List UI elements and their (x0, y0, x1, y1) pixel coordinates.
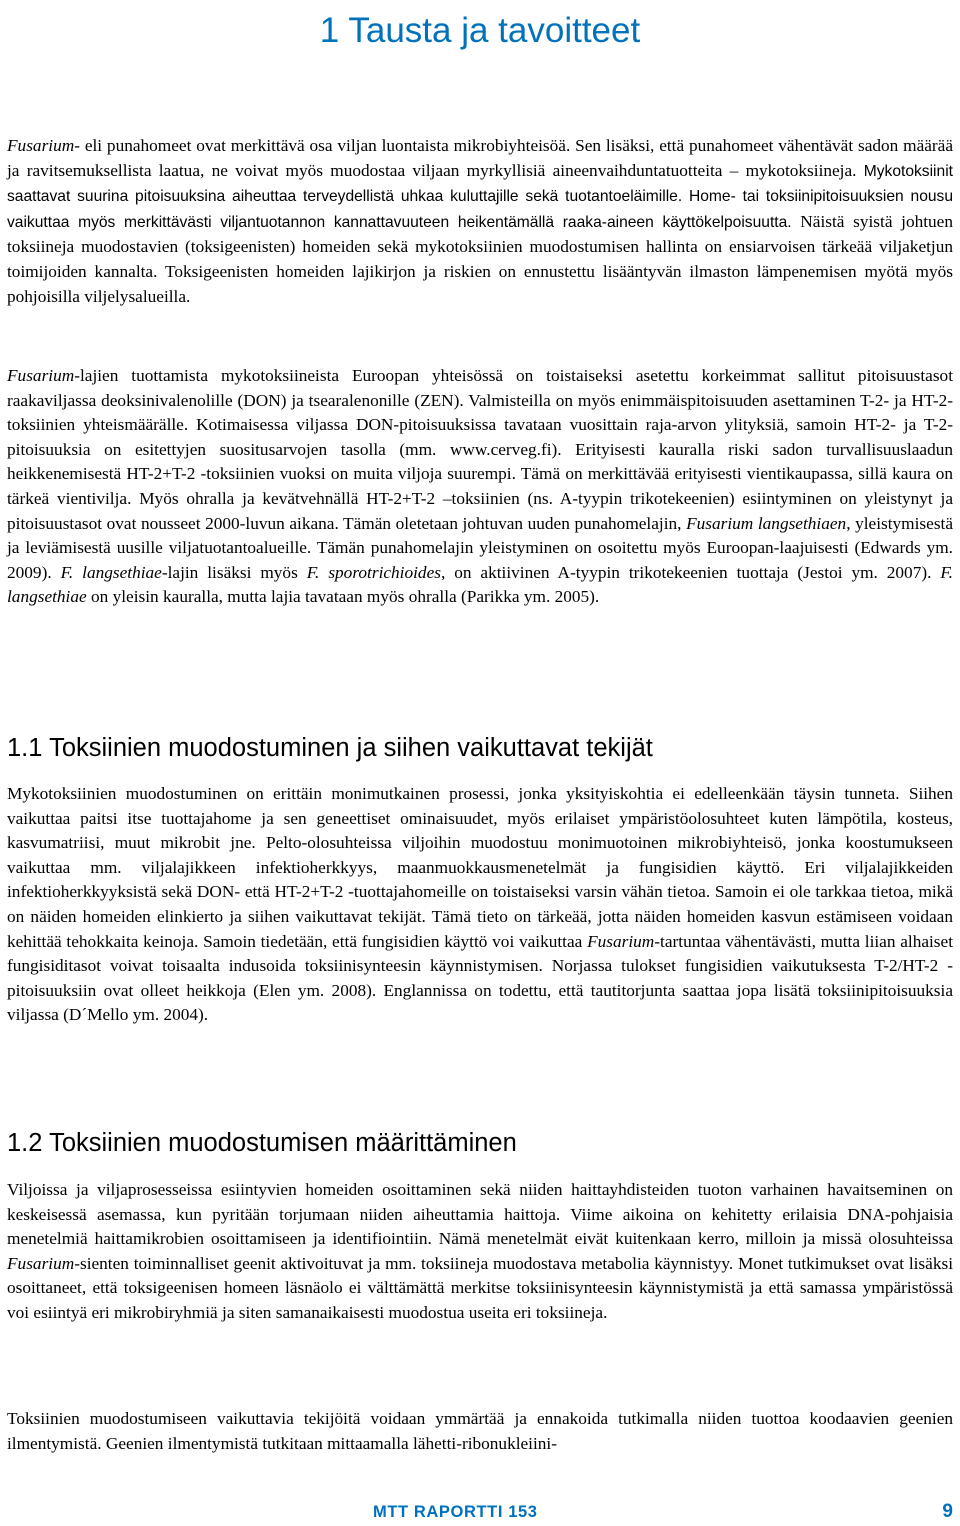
text-run (682, 186, 689, 205)
text-run: Mykotoksiinit saattavat suurina pitoisuuksina aiheuttaa terveydellistä uhkaa kuluttajille sekä tuotantoeläimille. (7, 162, 953, 206)
italic-term: Fusarium langsethiaen (686, 513, 847, 533)
text-run: , yleistymisestä ja leviämisestä uusille viljatuotantoalueille. Tämän punahomelajin yleistyminen on osoitettu myös Euroopan-laajuisesti (Edwards ym. 2009). (7, 513, 954, 582)
chapter-title: 1 Tausta ja tavoitteet (319, 11, 641, 50)
italic-term: Fusarium (7, 366, 75, 385)
text-run: - eli punahomeet ovat merkittävä osa viljan luontaista mikrobiyhteisöä. Sen lisäksi, että punahomeet vähentävät sadon määrää ja ravitsemuksellista laatua, ne voivat myös muodostaa viljaan myrkyllisiä aineenvaihduntatuotteita – mykotoksiineja. (7, 136, 953, 180)
italic-term: F. langsethiae (7, 562, 954, 607)
italic-term: Fusarium (587, 931, 655, 951)
text-run: -tartuntaa vähentävästi, mutta liian alhaiset fungisiditasot voivat toisaalta indusoida toksiinisynteesin käynnistymisen. Norjassa tulokset fungisidien vaikutuksesta T-2/HT-2 -pitoisuuksiin ovat olleet heikkoja (Elen ym. 2008). Englannissa on todettu, että tautitorjunta saattaa jopa lisätä toksiinipitoisuuksia viljassa (D´Mello ym. 2004). (7, 931, 954, 1025)
italic-term: F. langsethiae (60, 562, 162, 582)
text-run: -lajien tuottamista mykotoksiineista Euroopan yhteisössä on toistaiseksi asetettu korkeimmat sallitut pitoisuustasot raakaviljassa deoksinivalenolille (DON) ja tsearalenonille (ZEN). Valmisteilla on myös enimmäispitoisuuden asettaminen T-2- ja HT-2- toksiinien yhteismäärälle. Kotimaisessa viljassa DON-pitoisuuksissa tavataan vuosittain raja-arvon ylityksiä, samoin HT-2- ja T-2- pitoisuuksia on esitettyjen suositusarvojen tasolla (mm. www.cerveg.fi). Erityisesti kauralla riski sadon turvallisuuslaadun heikkenemisestä HT-2+T-2 -toksiinien vuoksi on muita viljoja suurempi. Tämä on merkittävää erityisesti vientikaupassa, sillä kaura on tärkeä vientivilja. Myös ohralla ja kevätvehnällä HT-2+T-2 –toksiinien (ns. A-tyypin trikotekeenien) esiintyminen on yleistynyt ja pitoisuustasot ovat nousseet 2000-luvun aikana. Tämän oletetaan johtuvan uuden punahomelajin, (7, 366, 953, 533)
section-heading-1-1: 1.1 Toksiinien muodostuminen ja siihen vaikuttavat tekijät (7, 734, 653, 762)
report-series-label: MTT RAPORTTI 153 (373, 1503, 538, 1521)
intro-paragraph (7, 134, 953, 309)
text-run: -sienten toiminnalliset geenit aktivoituvat ja mm. toksiineja muodostava metabolia käynnistyy. Monet tutkimukset ovat lisäksi osoittaneet, että toksigeenisen homeen läsnäolo ei välttämättä merkitse toksiinisynteesin käynnistymistä ja että samassa ympäristössä voi esiintyä eri mikrobiryhmiä ja siten samanaikaisesti muodostua useita eri toksiineja. (7, 1253, 953, 1322)
regulation-paragraph (7, 364, 953, 610)
section-1-1-paragraph (7, 782, 953, 1028)
section-1-2-paragraph-1 (7, 1178, 953, 1326)
italic-term: Fusarium (7, 1253, 75, 1273)
text-run: Mykotoksiinien muodostuminen on erittäin monimutkainen prosessi, jonka yksityiskohtia ei edelleenkään täysin tunneta. Siihen vaikuttaa paitsi itse tuottajahome ja sen geneettiset ominaisuudet, myös erilaiset ympäristöolosuhteet kuten lämpötila, kosteus, kasvumatriisi, muut mikrobit jne. Pelto-olosuhteissa viljoihin muodostuu monimuotoinen mikrobiyhteisö, jonka koostumukseen vaikuttaa mm. viljalajikkeen infektioherkkyys, maanmuokkausmenetelmät ja fungisidien käyttö. Eri viljalajikkeiden infektioherkkyyksistä sekä DON- että HT-2+T-2 -tuottajahomeille on toistaiseksi varsin vähän tietoa. Samoin ei ole tarkkaa tietoa, mikä on näiden homeiden elinkierto ja siihen vaikuttavat tekijät. Tämä tieto on tärkeää, jotta näiden homeiden kasvun estämiseen voidaan kehittää tehokkaita keinoja. Samoin tiedetään, että fungisidien käyttö voi vaikuttaa (7, 784, 953, 951)
italic-term: F. sporotrichioides (306, 562, 441, 582)
text-run: on yleisin kauralla, mutta lajia tavataan myös ohralla (Parikka ym. 2005). (86, 587, 600, 607)
section-1-2-paragraph-2: Toksiinien muodostumiseen vaikuttavia tekijöitä voidaan ymmärtää ja ennakoida tutkimalla niiden tuottoa koodaavien geenien ilmentymistä. Geenien ilmentymistä tutkitaan mittaamalla lähetti-ribonukleiini- (7, 1409, 953, 1453)
section-heading-1-2: 1.2 Toksiinien muodostumisen määrittäminen (7, 1129, 517, 1157)
page-number: 9 (942, 1501, 953, 1522)
text-run: Näistä syistä johtuen toksiineja muodostavien (toksigeenisten) homeiden sekä mykotoksiinien muodostumisen hallinta on ensiarvoisen tärkeää viljaketjun toimijoiden kannalta. Toksigeenisten homeiden lajikirjon ja riskien on ennustettu lisääntyvän ilmaston lämpenemisen myötä myös pohjoisilla viljelysalueilla. (7, 211, 953, 306)
text-run: Home- tai toksiinipitoisuuksien nousu vaikuttaa myös merkittävästi viljantuotannon kannattavuuteen heikentämällä raaka-aineen käyttökelpoisuutta. (7, 188, 954, 231)
italic-term: Fusarium (7, 136, 75, 155)
text-run: -lajin lisäksi myös (161, 562, 307, 582)
text-run: Viljoissa ja viljaprosesseissa esiintyvien homeiden osoittaminen sekä niiden haittayhdisteiden tuoton varhainen havaitseminen on keskeisessä asemassa, kun pyritään torjumaan niiden aiheuttamia haittoja. Viime aikoina on kehitetty erilaisia DNA-pohjaisia menetelmiä haittamikrobien osoittamiseen ja identifiointiin. Nämä menetelmät eivät kuitenkaan kerro, milloin ja missä olosuhteissa (7, 1180, 953, 1249)
text-run: , on aktiivinen A-tyypin trikotekeenien tuottaja (Jestoi ym. 2007). (440, 562, 941, 582)
